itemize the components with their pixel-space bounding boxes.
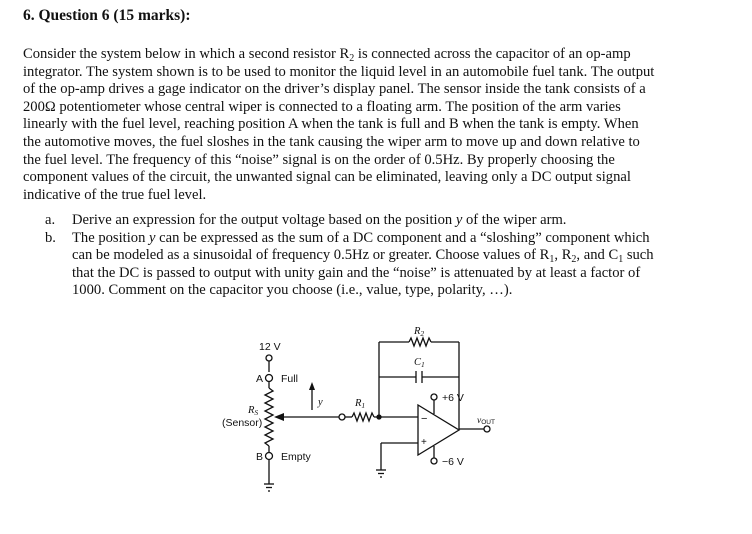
node-a-label: A [256,373,264,385]
output-terminal [484,426,490,432]
statement-line-2: integrator. The system shown is to be used to monitor the liquid level in an automobile fuel tank. The output [23,63,655,80]
supply-terminal [266,355,272,361]
part-text: such [623,247,654,264]
part-a-marker: a. [45,212,56,228]
neg-supply-label: −6 V [442,456,464,468]
node-b-terminal [266,453,273,460]
part-text: can be modeled as a sinusoidal of frequency 0.5Hz or greater. Choose values of R [72,247,550,264]
part-text: , R [554,247,572,264]
subscript: 2 [349,53,355,64]
subscript: 1 [618,254,624,266]
part-text: of the wiper arm. [462,212,567,228]
pos-supply-terminal [431,394,437,400]
statement-line-4: 200Ω potentiometer whose central wiper is connected to a floating arm. The position of the arm varies [23,98,621,115]
sensor-rs-label: RS [248,405,259,417]
subscript: 2 [571,254,577,266]
part-b-line-4: 1000. Comment on the capacitor you choose (i.e., value, type, polarity, …). [72,282,513,299]
supply-label: 12 V [259,341,281,353]
statement-text: is connected across the capacitor of an op-amp [354,46,631,62]
part-b-marker: b. [45,229,56,246]
resistor-r1 [352,413,374,421]
r2-label: R2 [414,326,425,338]
variable-y: y [149,229,156,246]
statement-line-3: of the op-amp drives a gage indicator on the driver’s display panel. The sensor inside the tank consists of a [23,81,646,98]
statement-line-6: the automotive moves, the fuel sloshes in the tank causing the wiper arm to move up and down relative to [23,133,640,150]
part-text: Derive an expression for the output voltage based on the position [72,212,456,228]
op-amp-minus: − [421,413,428,425]
statement-line-9: indicative of the true fuel level. [23,186,207,203]
c1-label: C1 [414,357,425,369]
sensor-resistor [265,388,273,446]
question-heading: 6. Question 6 (15 marks): [23,7,191,24]
part-text: The position [72,229,150,246]
r1-label: R1 [355,398,366,410]
statement-line-5: linearly with the fuel level, reaching position A when the tank is full and B when the tank is empty. When [23,116,639,133]
r1-input-node [339,414,345,420]
arm-y-label: y [318,397,323,408]
ground-symbol-right [376,470,386,477]
part-text: , and C [576,247,619,264]
variable-y: y [455,212,463,228]
sensor-word-label: (Sensor) [222,417,263,429]
statement-text: Consider the system below in which a second resistor R [23,46,350,62]
node-a-terminal [266,375,273,382]
subscript: 1 [549,254,555,266]
statement-line-8: component values of the circuit, the unwanted signal can be eliminated, leaving only a DC output signal [23,169,631,186]
wiper-arrowhead [274,413,284,421]
node-b-label: B [256,451,264,463]
vout-label: vOUT [477,416,495,426]
resistor-r2 [409,338,431,346]
neg-supply-terminal [431,458,437,464]
empty-label: Empty [281,451,311,463]
arm-direction-arrowhead [309,382,315,390]
part-b-line-3: that the DC is passed to output with unity gain and the “noise” is attenuated by at least a factor of [72,264,641,281]
op-amp-plus: + [421,437,427,448]
ground-symbol-left [264,484,274,491]
pos-supply-label: +6 V [442,392,464,404]
part-text: can be expressed as the sum of a DC component and a “sloshing” component which [155,229,650,246]
full-label: Full [281,373,298,385]
statement-line-7: the fuel level. The frequency of this “noise” signal is on the order of 0.5Hz. By properly choosing the [23,151,615,168]
